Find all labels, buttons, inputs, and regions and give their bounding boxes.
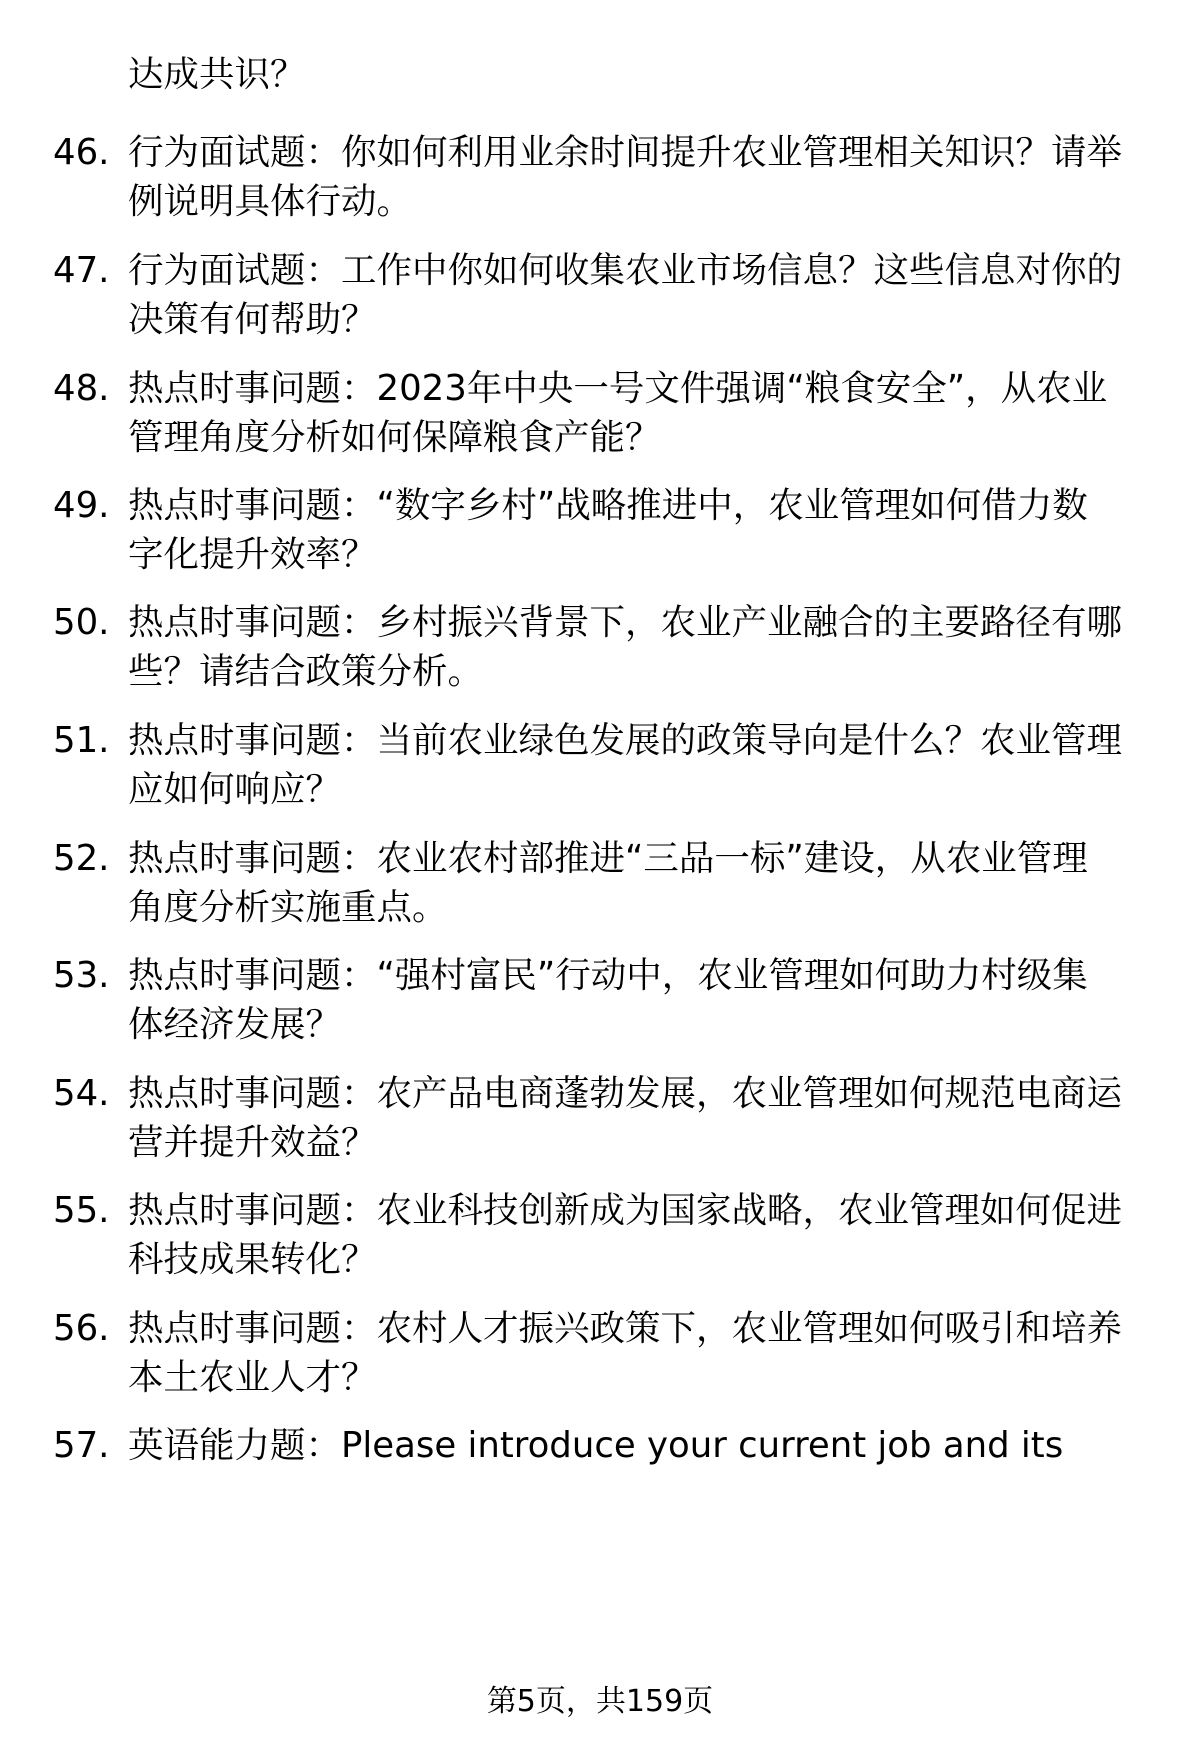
item-number: 55. [53,1190,110,1231]
item-text: 热点时事问题：乡村振兴背景下，农业产业融合的主要路径有哪 些？请结合政策分析。 [128,602,1123,692]
item-text: 热点时事问题：农村人才振兴政策下，农业管理如何吸引和培养 本土农业人才？ [128,1308,1123,1398]
item-text: 行为面试题：工作中你如何收集农业市场信息？这些信息对你的 决策有何帮助？ [128,250,1123,340]
item-number: 49. [53,485,110,526]
item-text: 热点时事问题：农业科技创新成为国家战略，农业管理如何促进 科技成果转化？ [128,1190,1123,1280]
item-text: 达成共识？ [128,54,306,95]
item-number: 48. [53,368,110,409]
item-text: 热点时事问题：“强村富民”行动中，农业管理如何助力村级集 体经济发展？ [128,955,1088,1045]
item-number: 57. [53,1425,110,1466]
item-number: 51. [53,720,110,761]
item-text: 英语能力题：Please introduce your current job and its [128,1425,1064,1466]
item-text: 行为面试题：你如何利用业余时间提升农业管理相关知识？请举 例说明具体行动。 [128,132,1123,222]
item-number: 56. [53,1308,110,1349]
item-number: 54. [53,1073,110,1114]
item-text: 热点时事问题：农产品电商蓬勃发展，农业管理如何规范电商运 营并提升效益？ [128,1073,1123,1163]
item-number: 50. [53,602,110,643]
item-number: 53. [53,955,110,996]
item-text: 热点时事问题：农业农村部推进“三品一标”建设，从农业管理 角度分析实施重点。 [128,838,1088,928]
item-number: 47. [53,250,110,291]
page-footer: 第5页，共159页 [486,1684,714,1719]
item-text: 热点时事问题：2023年中央一号文件强调“粮食安全”，从农业 管理角度分析如何保障粮食产能？ [128,368,1108,458]
item-text: 热点时事问题：当前农业绿色发展的政策导向是什么？农业管理 应如何响应？ [128,720,1123,810]
item-text: 热点时事问题：“数字乡村”战略推进中，农业管理如何借力数 字化提升效率？ [128,485,1088,575]
item-number: 52. [53,838,110,879]
item-number: 46. [53,132,110,173]
